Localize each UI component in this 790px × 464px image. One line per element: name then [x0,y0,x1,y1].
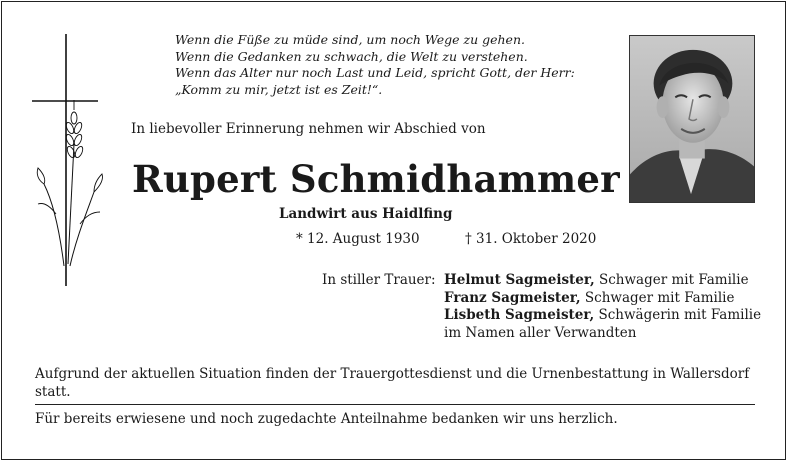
deceased-occupation: Landwirt aus Haidlfing [279,206,453,222]
mourner-name: Franz Sagmeister, [444,289,581,306]
poem-line: Wenn die Gedanken zu schwach, die Welt zu verstehen. [175,48,528,64]
mourner-relation: Schwager mit Familie [594,272,749,288]
list-item [444,307,761,325]
poem [175,32,575,98]
poem-line: „Komm zu mir, jetzt ist es Zeit!“. [175,81,383,97]
poem-line: Wenn das Alter nur noch Last und Leid, spricht Gott, der Herr: [175,65,575,80]
deceased-name: Rupert Schmidhammer [132,157,620,201]
list-item [444,272,761,290]
mourning-closing: im Namen aller Verwandten [444,324,637,341]
portrait-photo [629,35,755,203]
mourners-list [444,272,761,342]
divider [35,404,755,405]
list-item [444,290,761,308]
intro-text: In liebevoller Erinnerung nehmen wir Abschied von [131,121,486,137]
mourner-name: Lisbeth Sagmeister, [444,307,595,323]
service-notice: Aufgrund der aktuellen Situation finden der Trauergottesdienst und die Urnenbestattung in Wallersdorf statt. [35,366,750,400]
birth-date: * 12. August 1930 [296,231,420,247]
death-date: † 31. Oktober 2020 [465,231,597,247]
poem-line: Wenn die Füße zu müde sind, um noch Wege zu gehen. [175,32,525,47]
mourner-relation: Schwägerin mit Familie [594,307,762,323]
cross-with-wheat-icon [30,34,110,286]
mourning-label: In stiller Trauer: [322,272,436,288]
mourner-relation: Schwager mit Familie [580,289,735,306]
mourner-name: Helmut Sagmeister, [444,272,595,288]
thanks-text: Für bereits erwiesene und noch zugedachte Anteilnahme bedanken wir uns herzlich. [35,411,618,427]
